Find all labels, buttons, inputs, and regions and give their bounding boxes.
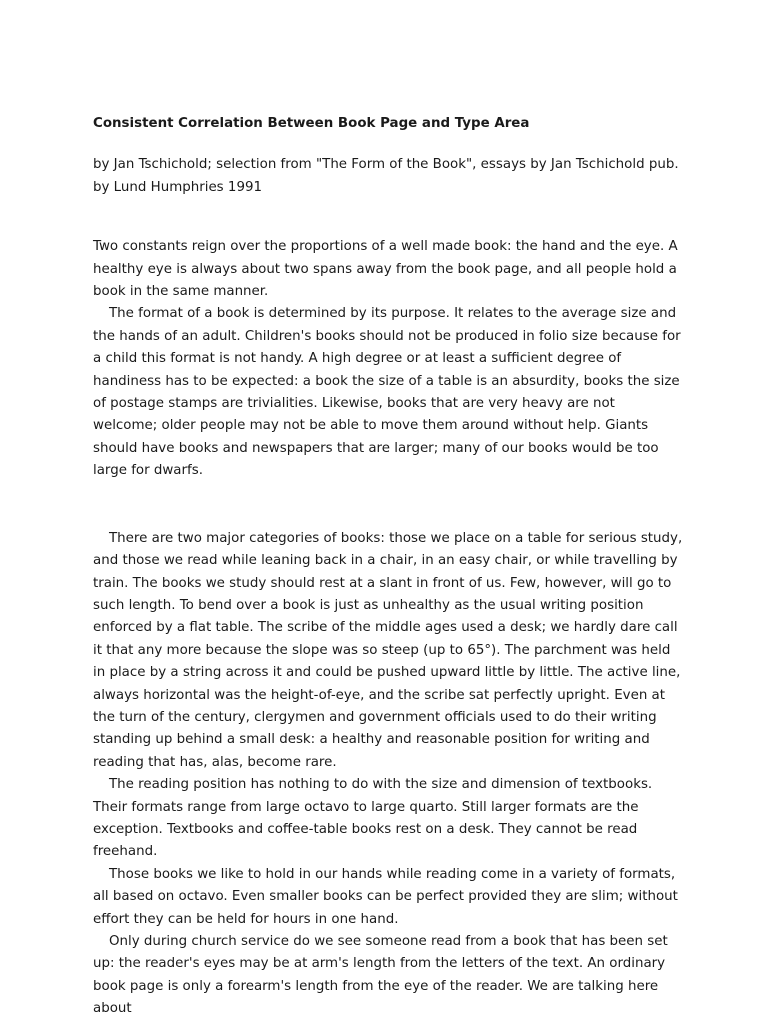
- paragraph: Only during church service do we see someone read from a book that has been set up: the reader's eyes may be at arm's length from the letters of the text. An ordinary book page is only a forearm's length from the eye of the reader. We are talking here about: [93, 934, 668, 1017]
- document-title: Consistent Correlation Between Book Page and Type Area: [93, 116, 530, 131]
- section-intro: [93, 236, 683, 482]
- section-reading-positions: [93, 528, 683, 1021]
- document-body: [93, 113, 683, 1021]
- paragraph: Those books we like to hold in our hands while reading come in a variety of formats, all based on octavo. Even smaller books can be perfect provided they are slim; without effort they can be held for hours in one hand.: [93, 866, 678, 927]
- paragraph: There are two major categories of books: those we place on a table for serious study, and those we read while leaning back in a chair, in an easy chair, or while travelling by train. The books we study should rest at a slant in front of us. Few, however, will go to such length. To bend over a book is just as unhealthy as the usual writing position enforced by a flat table. The scribe of the middle ages used a desk; we hardly dare call it that any more because the slope was so steep (up to 65°). The parchment was held in place by a string across it and could be pushed upward little by little. The active line, always horizontal was the height-of-eye, and the scribe sat perfectly upright. Even at the turn of the century, clergymen and government officials used to do their writing standing up behind a small desk: a healthy and reasonable position for writing and reading that has, alas, become rare.: [93, 530, 683, 770]
- byline: by Jan Tschichold; selection from "The Form of the Book", essays by Jan Tschichold pub. by Lund Humphries 1991: [93, 157, 679, 195]
- paragraph: The reading position has nothing to do with the size and dimension of textbooks. Their formats range from large octavo to large quarto. Still larger formats are the exception. Textbooks and coffee-table books rest on a desk. They cannot be read freehand.: [93, 777, 653, 860]
- paragraph: Two constants reign over the proportions of a well made book: the hand and the eye. A healthy eye is always about two spans away from the book page, and all people hold a book in the same manner.: [93, 239, 678, 300]
- paragraph: The format of a book is determined by its purpose. It relates to the average size and the hands of an adult. Children's books should not be produced in folio size because for a child this format is not handy. A high degree or at least a sufficient degree of handiness has to be expected: a book the size of a table is an absurdity, books the size of postage stamps are trivialities. Likewise, books that are very heavy are not welcome; older people may not be able to move them around without help. Giants should have books and newspapers that are larger; many of our books would be too large for dwarfs.: [93, 306, 681, 479]
